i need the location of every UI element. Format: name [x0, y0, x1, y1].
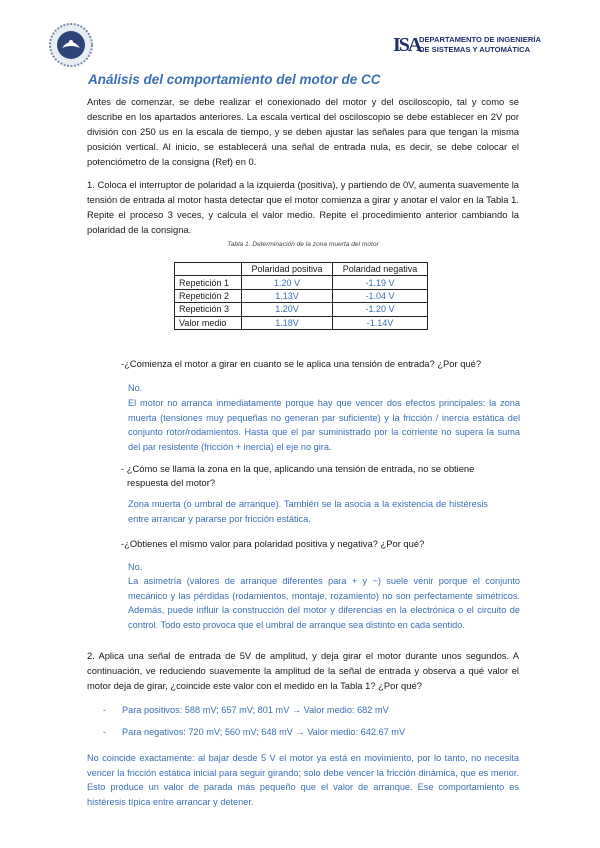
table-row	[175, 316, 428, 329]
answer-1-no: No.	[128, 383, 143, 393]
table-corner-cell	[175, 263, 242, 276]
row-label: Valor medio	[175, 316, 242, 329]
table-row	[175, 289, 428, 302]
department-logo	[393, 34, 553, 58]
bullet-positive	[103, 705, 389, 715]
table-row	[175, 303, 428, 316]
section-title: Análisis del comportamiento del motor de CC	[88, 72, 381, 87]
answer-1: El motor no arranca inmediatamente porque hay que vencer dos efectos principales: la zona muerta (tensiones muy pequeñas no generan par suficiente) y la fricción / inercia estática del conjunto rotor/rodamientos. Hasta que el par suministrado por la corriente no supera la suma del par resistente (fricción + inercia) el eje no gira.	[128, 398, 520, 452]
answer-2: Zona muerta (o umbral de arranque). También se la asocia a la existencia de histéresis entre arrancar y pararse por fricción estática.	[128, 499, 488, 524]
question-1: -¿Comienza el motor a girar en cuanto se le aplica una tensión de entrada? ¿Por qué?	[121, 358, 482, 369]
bullet-text: Para positivos: 588 mV; 657 mV; 801 mV → Valor medio: 682 mV	[122, 705, 389, 715]
row-label: Repetición 1	[175, 276, 242, 289]
bullet-dash: -	[103, 727, 107, 737]
negative-value: -1.19 V	[333, 276, 428, 289]
step-1-instructions: 1. Coloca el interruptor de polaridad a la izquierda (positiva), y partiendo de 0V, aumenta suavemente la tensión de entrada al motor hasta detectar que el motor comienza a girar y anotar el valor en la Tabla 1. Repite el proceso 3 veces, y calcula el valor medio. Repite el procedimiento anterior cambiando la polaridad de la consigna.	[87, 179, 519, 235]
answer-3: La asimetría (valores de arranque diferentes para + y −) suele venir porque el conjunto mecánico y las pérdidas (rodamientos, montaje, rozamiento) no son perfectamente simétricos. Además, puede influir la construcción del motor y diferencias en la electrónica o el circuito de control. Todo esto provoca que el umbral de arranque sea distinto en cada sentido.	[128, 576, 520, 630]
positive-value: 1.18V	[242, 316, 333, 329]
table-header-row	[175, 263, 428, 276]
positive-value: 1.20 V	[242, 276, 333, 289]
bullet-dash: -	[103, 705, 107, 715]
row-label: Repetición 3	[175, 303, 242, 316]
table-row	[175, 276, 428, 289]
table-caption: Tabla 1. Determinación de la zona muerta del motor	[227, 241, 379, 248]
positive-value: 1.20V	[242, 303, 333, 316]
bullet-negative	[103, 727, 406, 737]
header-negative-polarity: Polaridad negativa	[333, 263, 428, 276]
question-2: - ¿Cómo se llama la zona en la que, aplicando una tensión de entrada, no se obtiene respuesta del motor?	[121, 463, 475, 488]
negative-value: -1.04 V	[333, 289, 428, 302]
dead-zone-table	[174, 262, 428, 330]
step-2-instructions: 2. Aplica una señal de entrada de 5V de amplitud, y deja girar el motor durante unos segundos. A continuación, ve reduciendo suavemente la amplitud de la señal de entrada y observa a qué valor el motor deja de girar, ¿coincide este valor con el medido en la Tabla 1? ¿Por qué?	[87, 650, 519, 691]
question-3: -¿Obtienes el mismo valor para polaridad positiva y negativa? ¿Por qué?	[121, 538, 425, 549]
positive-value: 1.13V	[242, 289, 333, 302]
intro-paragraph: Antes de comenzar, se debe realizar el conexionado del motor y del osciloscopio, tal y como se describe en los apartados anteriores. La escala vertical del osciloscopio se debe establecer en 2V por división con 250 us en la escala de tiempo, y se deben ajustar las señales para que tengan la misma posición vertical. Al inicio, se establecerá una señal de entrada nula, es decir, se debe colocar el potenciómetro de la consigna (Ref) en 0.	[87, 96, 519, 167]
negative-value: -1.14V	[333, 316, 428, 329]
header-positive-polarity: Polaridad positiva	[242, 263, 333, 276]
row-label: Repetición 2	[175, 289, 242, 302]
department-mark: ISA	[393, 34, 421, 56]
negative-value: -1.20 V	[333, 303, 428, 316]
university-seal-logo	[48, 22, 94, 68]
conclusion-paragraph: No coincide exactamente: al bajar desde 5 V el motor ya está en movimiento, por lo tanto, no necesita vencer la fricción estática inicial para seguir girando; solo debe vencer la fricción dinámica, que es menor. Esto produce un valor de parada más pequeño que el valor de arranque. Ese comportamiento es histéresis típica entre arrancar y detener.	[87, 753, 519, 807]
department-name: DEPARTAMENTO DE INGENIERÍA DE SISTEMAS Y AUTOMÁTICA	[419, 35, 541, 54]
answer-3-no: No.	[128, 562, 143, 572]
bullet-text: Para negativos: 720 mV; 560 mV; 648 mV → Valor medio: 642.67 mV	[122, 727, 406, 737]
